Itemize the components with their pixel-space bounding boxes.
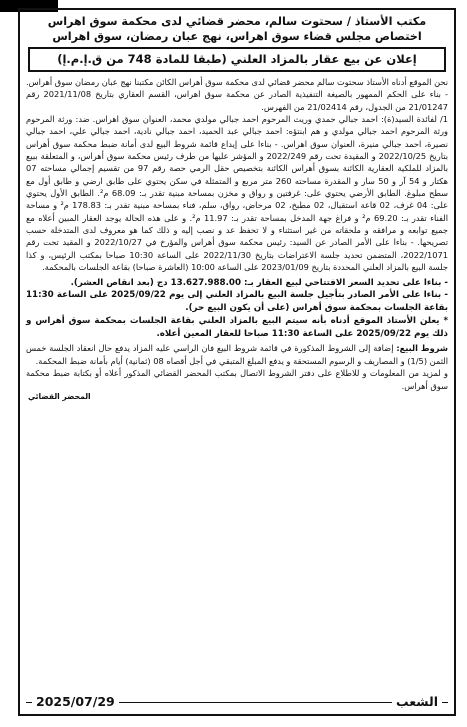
- signature-label: المحضر القضائي: [28, 391, 91, 401]
- parties-property-paragraph: 1/ لفائدة السيد(ة): احمد جبالي حمدي وريث المرحوم احمد جبالي مولدي محمد، العنوان سوق اهراس. ضد: ورثة المرحوم ورثة المرحوم احمد جبالي مولدي و هم ابنتؤه: احمد جبالي عبد الحميد، احمد جبالي نادية، احمد جبالي علي، احمد جبالي نصيرة، احمد جبالي منيرة، العنوان سوق اهراس. - بناءا على إيداع قائمة شروط البيع لدى أمانة ضبط محكمة سوق أهراس بتاريخ 2022/10/25 و المقيدة تحت رقم 2022/249 و المؤشر عليها من طرف رئيس محكمة سوق أهراس، و المتعلقة ببيع بالمزاد للملكية العقارية الكائنة بسوق أهراس الكائنة بتخصيص حقل الرمي حصة رقم 97 من تقسيم إجمالي مساحته 07 هكتار و 54 آر و 50 سار و المقدرة مساحته 260 متر مربع و المتمثلة في سكن يحتوي على طابق ارضي و طابق أول مع سطح مبلوغ. الطابق الأرضي يحتوي على: غرفتين و رواق و مخزن بمساحة مبنية تقدر بـ: 68.09 م². الطابق الأول يحتوي على: 04 غرف، 02 قاعة استقبال، 02 مطبخ، 02 مرحاض، رواق، سلم، فناء بمساحة مبنية تقدر بـ: 178.83 م² و مساحة الفناء تقدر بـ: 69.20 م² و فراغ جهة المدخل بمساحة تقدر بـ: 11.97 م². و على هذه الحالة يوجد العقار المبين أعلاه مع جميع توابعه و مرافقه و ملحقاته من غير استثناء و لا تحفظ عد و نصب إليه و ذلك كما هو معروف لدى المتدخلة حسب تصريحها. - بناءا على الأمر الصادر عن السيد: رئيس محكمة سوق أهراس والمؤرخ في 2022/10/27 و المقيد تحت رقم 2022/1071، المتضمن تحديد جلسة الاعتراضات بتاريخ 2022/11/30 على الساعة 10:30 صباحا بمكتب الرئيس، و كذا جلسة البيع بالمزاد العلني المحددة بتاريخ 2023/01/09 على الساعة 10:00 (العاشرة صباحا) بقاعة الجلسات بالمحكمة.: [26, 114, 449, 273]
- publication-footer: [26, 694, 448, 710]
- notice-content: [26, 14, 448, 710]
- contact-info: و لمزيد من المعلومات و للاطلاع على دفتر الشروط الاتصال بمكتب المحضر القضائي المذكور أعلاه أو بكتابة ضبط محكمة سوق أهراس.: [26, 368, 448, 391]
- legal-notice: [18, 8, 456, 716]
- notice-title-banner: إعلان عن بيع عقار بالمزاد العلني (طبقا للمادة 748 من ق.إ.م.إ): [28, 47, 446, 72]
- conditions-text: إضافة إلى الشروط المذكورة في قائمة شروط البيع فان الراسي عليه المزاد يدفع حال انعقاد الجلسة خمس الثمن (1/5) و المصاريف و الرسوم المستحقة و يدفع المبلغ المتبقي في أجل أقصاه 08 (ثمانية) أيام بأمانة ضبط المحكمة.: [26, 343, 448, 366]
- postponement-order: - بناءا على الأمر الصادر بتأجيل جلسة البيع بالمزاد العلني إلى يوم 2025/09/22 على الساعة 11:30 بقاعة الجلسات بمحكمة سوق أهراس (على أن يكون البيع حر).: [26, 290, 449, 314]
- opening-price: - بناءا على تحديد السعر الافتتاحي لبيع العقار بـ: 13.627.988.00 دج (بعد انقاص العشر).: [70, 277, 448, 288]
- judgment-paragraph: - بناء على الحكم الممهور بالصيغة التنفيذية الصادر عن محكمة سوق اهراس، القسم العقاري بتاريخ 2021/11/08 رقم 21/01247 من الجدول، رقم 21/02414 من الفهرس.: [26, 89, 449, 112]
- header-line-2: اختصاص مجلس قضاء سوق اهراس، نهج عبان رمضان، سوق اهراس: [52, 30, 422, 43]
- notice-body: [26, 76, 448, 274]
- intro-paragraph: نحن الموقع أدناه الأستاذ سحتوت سالم محضر قضائي لدى محكمة سوق أهراس الكائن مكتبنا نهج عبان رمضان سوق أهراس.: [25, 77, 448, 87]
- sale-date-announcement: * يعلن الأستاذ الموقع أدناه بأنه سيتم البيع بالمزاد العلني بقاعة الجلسات بمحكمة سوق أهراس و ذلك يوم 2025/09/22 على الساعة 11:30 صباحا للعقار المعين أعلاه.: [26, 315, 448, 339]
- newspaper-name: الشعب: [392, 694, 442, 709]
- header-line-1: مكتب الأستاذ / سحتوت سالم، محضر قضائي لدى محكمة سوق اهراس: [47, 15, 427, 28]
- publication-date: 2025/07/29: [32, 694, 119, 709]
- conditions-title: شروط البيع:: [396, 343, 448, 354]
- sale-conditions: [26, 342, 448, 391]
- signature-row: [26, 392, 448, 406]
- office-header: [26, 14, 448, 44]
- sale-announcement: [26, 277, 448, 341]
